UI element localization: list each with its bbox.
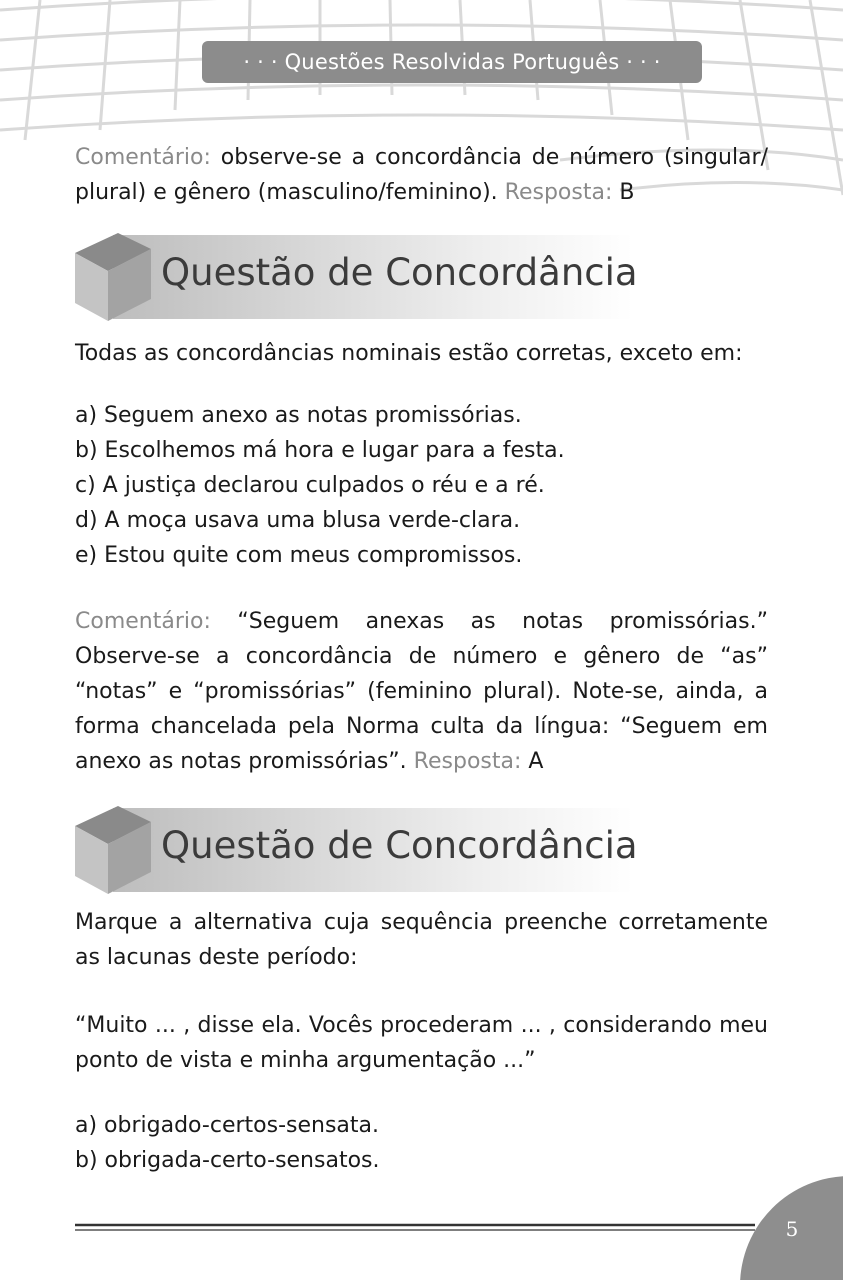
comment-label: Comentário: <box>75 145 211 170</box>
page-number: 5 <box>785 1217 799 1241</box>
option-c: c) A justiça declarou culpados o réu e a ré. <box>75 473 545 498</box>
section-heading: Questão de Concordância <box>161 824 638 867</box>
answer-value: B <box>612 180 635 205</box>
option-b: b) obrigada-certo-sensatos. <box>75 1148 380 1173</box>
comment-label: Comentário: <box>75 609 211 634</box>
question-prompt: Marque a alternativa cuja sequência preenche corretamente as lacunas deste período: <box>75 910 768 970</box>
option-a: a) obrigado-certos-sensata. <box>75 1113 380 1138</box>
option-a: a) Seguem anexo as notas promissórias. <box>75 403 522 428</box>
question-prompt: Todas as concordâncias nominais estão corretas, exceto em: <box>75 341 743 366</box>
options-list <box>75 1108 768 1178</box>
option-e: e) Estou quite com meus compromissos. <box>75 543 523 568</box>
section-banner <box>73 231 638 323</box>
running-header: · · · Questões Resolvidas Português · · · <box>202 41 702 83</box>
section-banner <box>73 804 638 896</box>
comment-text: observe-se a concordância de número (singular/ plural) e gênero (masculino/feminino). <box>75 145 768 205</box>
answer-label: Resposta: <box>497 180 613 205</box>
option-d: d) A moça usava uma blusa verde-clara. <box>75 508 521 533</box>
option-b: b) Escolhemos má hora e lugar para a festa. <box>75 438 565 463</box>
comment-paragraph <box>75 140 768 210</box>
cube-icon <box>73 231 153 323</box>
answer-label: Resposta: <box>406 749 522 774</box>
comment-paragraph <box>75 604 768 779</box>
answer-value: A <box>521 749 544 774</box>
question-quote: “Muito ... , disse ela. Vocês procederam ... , considerando meu ponto de vista e minha argumentação ...” <box>75 1013 768 1073</box>
cube-icon <box>73 804 153 896</box>
footer-rule <box>75 1223 755 1233</box>
comment-text: “Seguem anexas as notas promissórias.” Observe-se a concordância de número e gênero de “as” “notas” e “promissórias” (feminino plural). Note-se, ainda, a forma chancelada pela Norma culta da língua: “Seguem em anexo as notas promissórias”. <box>75 609 768 774</box>
options-list <box>75 398 768 573</box>
section-heading: Questão de Concordância <box>161 251 638 294</box>
